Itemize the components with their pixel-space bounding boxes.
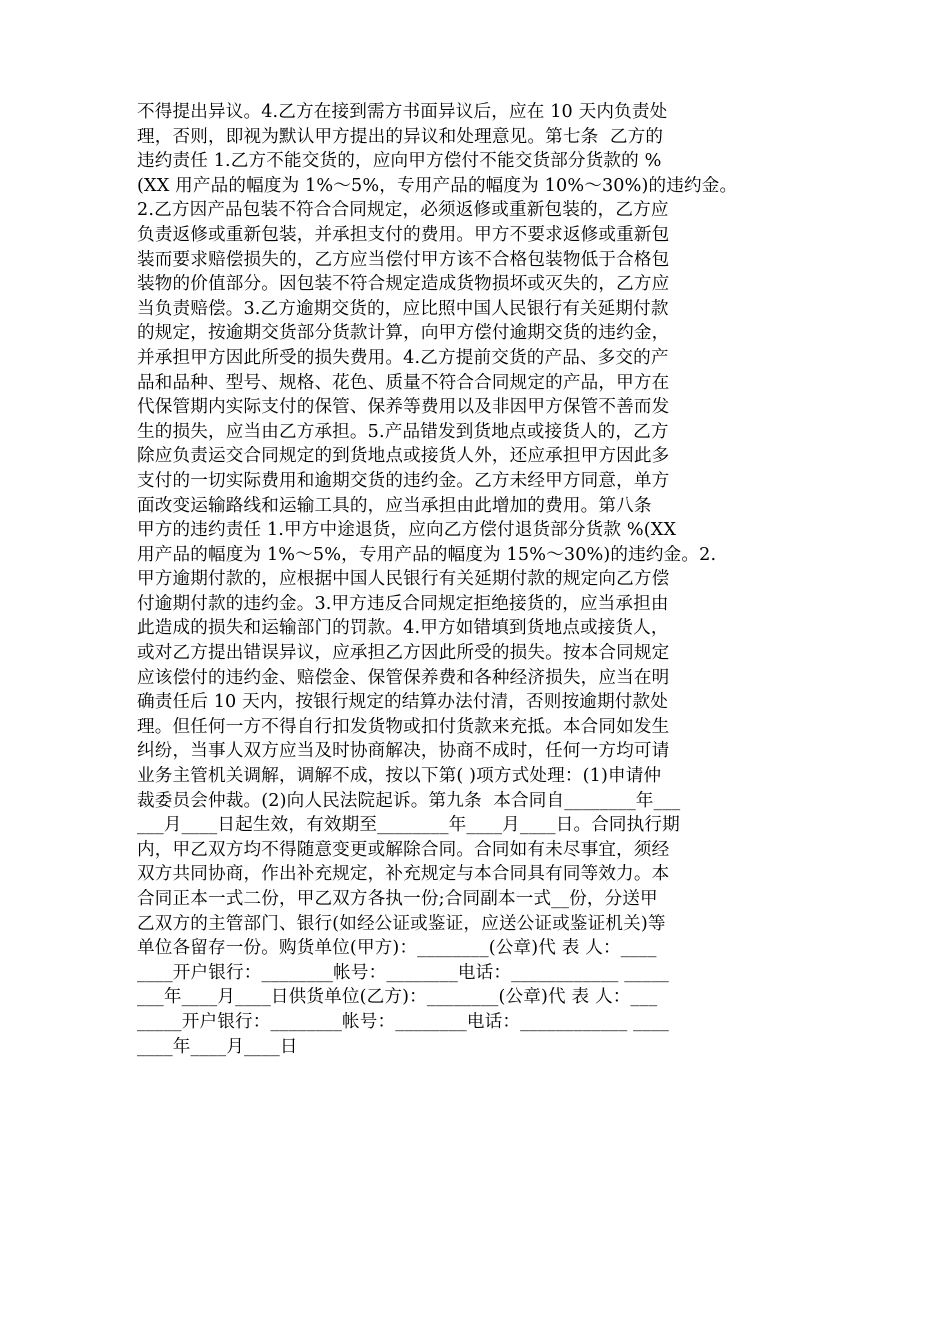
text-line: (XX 用产品的幅度为 1%～5%，专用产品的幅度为 10%～30%)的违约金。 xyxy=(137,175,738,196)
text-line: 甲方逾期付款的，应根据中国人民银行有关延期付款的规定向乙方偿 xyxy=(137,569,670,590)
text-line: 的规定，按逾期交货部分货款计算，向甲方偿付逾期交货的违约金， xyxy=(137,323,670,344)
text-line: ___月____日起生效，有效期至________年____月____日。合同执行期 xyxy=(137,815,680,836)
text-line: 理。但任何一方不得自行扣发货物或扣付货款来充抵。本合同如发生 xyxy=(137,716,670,737)
text-line: 除应负责运交合同规定的到货地点或接货人外，还应承担甲方因此多 xyxy=(137,446,670,467)
text-line: 理，否则，即视为默认甲方提出的异议和处理意见。第七条 乙方的 xyxy=(137,126,664,147)
text-line: ____开户银行：________帐号：________电话：____________ _____ xyxy=(137,962,669,983)
text-line: 合同正本一式二份，甲乙双方各执一份;合同副本一式__份，分送甲 xyxy=(137,889,658,909)
text-line: 确责任后 10 天内，按银行规定的结算办法付清，否则按逾期付款处 xyxy=(137,692,669,713)
text-line: 支付的一切实际费用和逾期交货的违约金。乙方未经甲方同意，单方 xyxy=(137,470,670,491)
text-line: 双方共同协商，作出补充规定，补充规定与本合同具有同等效力。本 xyxy=(137,864,670,885)
text-line: 并承担甲方因此所受的损失费用。4.乙方提前交货的产品、多交的产 xyxy=(137,347,669,368)
text-line: 面改变运输路线和运输工具的，应当承担由此增加的费用。第八条 xyxy=(137,495,652,516)
text-line: 负责返修或重新包装，并承担支付的费用。甲方不要求返修或重新包 xyxy=(137,224,670,245)
text-line: ____年____月____日 xyxy=(137,1036,298,1057)
text-line: 生的损失，应当由乙方承担。5.产品错发到货地点或接货人的，乙方 xyxy=(137,421,669,442)
text-line: 装物的价值部分。因包装不符合规定造成货物损坏或灭失的，乙方应 xyxy=(137,274,670,295)
text-line: 用产品的幅度为 1%～5%，专用产品的幅度为 15%～30%)的违约金。2. xyxy=(137,544,717,565)
text-line: 裁委员会仲裁。(2)向人民法院起诉。第九条 本合同自________年___ xyxy=(137,790,681,811)
text-line: 内，甲乙双方均不得随意变更或解除合同。合同如有未尽事宜，须经 xyxy=(137,839,670,860)
contract-body-text xyxy=(137,100,814,1059)
text-line: 纠纷，当事人双方应当及时协商解决，协商不成时，任何一方均可请 xyxy=(137,741,670,762)
text-line: 业务主管机关调解，调解不成，按以下第( )项方式处理：(1)申请仲 xyxy=(137,766,662,787)
text-line: _____开户银行：________帐号：________电话：____________ ____ xyxy=(137,1011,669,1032)
text-line: 付逾期付款的违约金。3.甲方违反合同规定拒绝接货的，应当承担由 xyxy=(137,593,669,614)
text-line: 应该偿付的违约金、赔偿金、保管保养费和各种经济损失，应当在明 xyxy=(137,667,670,688)
text-line: 此造成的损失和运输部门的罚款。4.甲方如错填到货地点或接货人， xyxy=(137,618,669,639)
text-line: 2.乙方因产品包装不符合合同规定，必须返修或重新包装的，乙方应 xyxy=(137,200,669,221)
text-line: 品和品种、型号、规格、花色、质量不符合合同规定的产品，甲方在 xyxy=(137,372,670,393)
text-line: ___年____月____日供货单位(乙方)：________(公章)代 表 人：___ xyxy=(137,987,658,1008)
text-line: 不得提出异议。4.乙方在接到需方书面异议后，应在 10 天内负责处 xyxy=(137,102,668,122)
text-line: 甲方的违约责任 1.甲方中途退货，应向乙方偿付退货部分货款 %(XX xyxy=(137,520,677,541)
text-line: 违约责任 1.乙方不能交货的，应向甲方偿付不能交货部分货款的 % xyxy=(137,151,662,172)
text-line: 或对乙方提出错误异议，应承担乙方因此所受的损失。按本合同规定 xyxy=(137,643,670,664)
text-line: 单位各留存一份。购货单位(甲方)：________(公章)代 表 人：____ xyxy=(137,938,657,959)
text-line: 装而要求赔偿损失的，乙方应当偿付甲方该不合格包装物低于合格包 xyxy=(137,249,670,270)
text-line: 乙双方的主管部门、银行(如经公证或鉴证，应送公证或鉴证机关)等 xyxy=(137,913,666,934)
text-line: 代保管期内实际支付的保管、保养等费用以及非因甲方保管不善而发 xyxy=(137,397,670,418)
text-line: 当负责赔偿。3.乙方逾期交货的，应比照中国人民银行有关延期付款 xyxy=(137,298,669,319)
